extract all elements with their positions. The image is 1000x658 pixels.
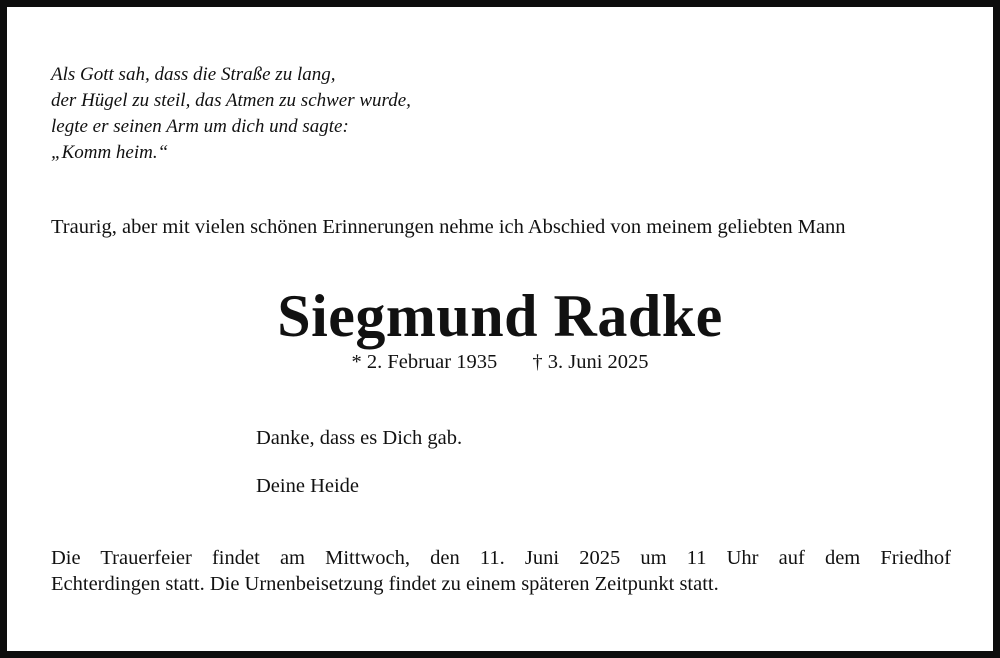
thanks-text: Danke, dass es Dich gab.	[256, 427, 463, 449]
poem	[51, 62, 411, 166]
funeral-line-2: Echterdingen statt. Die Urnenbeisetzung findet zu einem späteren Zeitpunkt statt.	[51, 573, 719, 595]
life-dates	[7, 351, 993, 374]
poem-line-4: „Komm heim.“	[51, 142, 169, 163]
poem-line-2: der Hügel zu steil, das Atmen zu schwer wurde,	[51, 90, 411, 111]
funeral-notice	[51, 545, 951, 597]
death-date: † 3. Juni 2025	[532, 351, 649, 373]
birth-date: * 2. Februar 1935	[351, 351, 498, 373]
intro-text: Traurig, aber mit vielen schönen Erinnerungen nehme ich Abschied von meinem geliebten Mann	[51, 216, 846, 238]
poem-line-1: Als Gott sah, dass die Straße zu lang,	[51, 64, 336, 85]
signature: Deine Heide	[256, 475, 360, 497]
deceased-name: Siegmund Radke	[277, 283, 723, 349]
funeral-line-1: Die Trauerfeier findet am Mittwoch, den 11. Juni 2025 um 11 Uhr auf dem Friedhof	[51, 547, 951, 569]
poem-line-3: legte er seinen Arm um dich und sagte:	[51, 116, 349, 137]
